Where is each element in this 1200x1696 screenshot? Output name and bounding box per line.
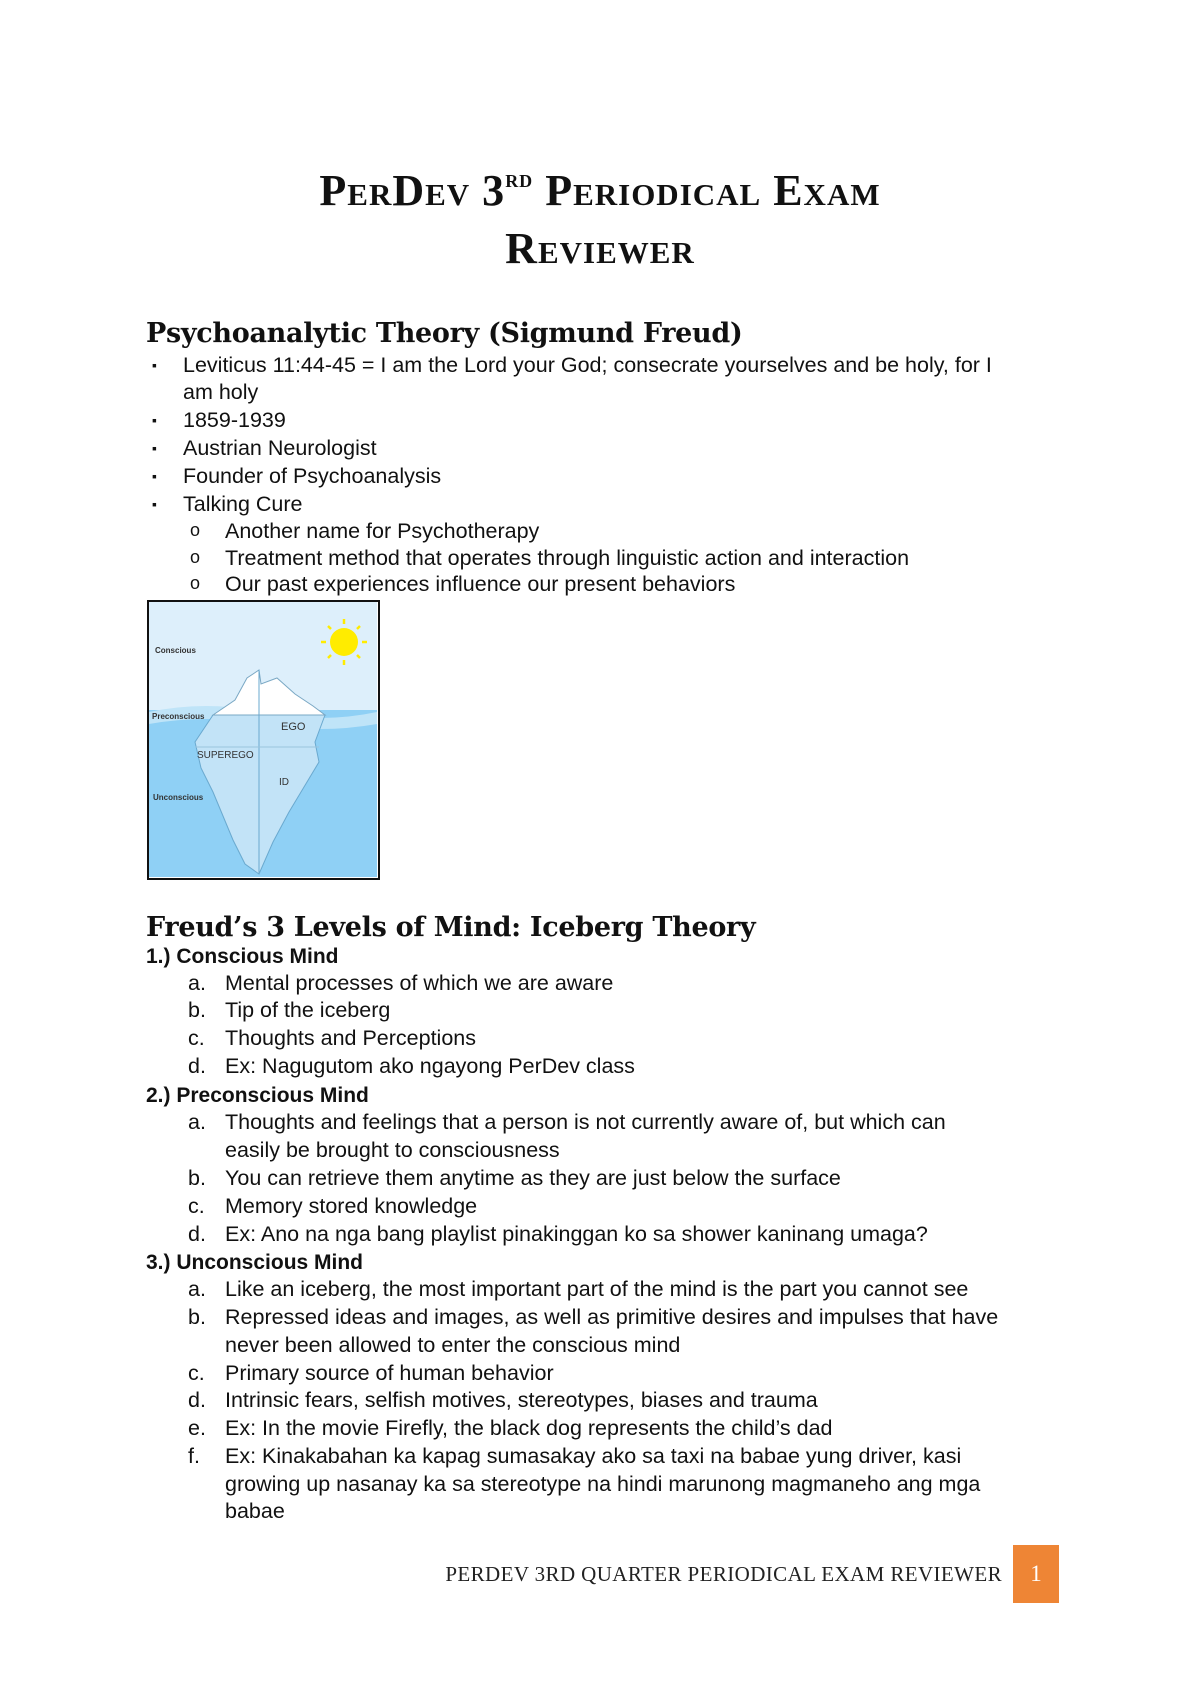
- label-id: ID: [279, 777, 289, 788]
- list-item: Thoughts and feelings that a person is not currently aware of, but which can: [225, 1110, 946, 1134]
- list-item: Memory stored knowledge: [225, 1194, 478, 1218]
- iceberg-diagram: [147, 600, 380, 880]
- list-item: Ex: Ano na nga bang playlist pinakinggan ko sa shower kaninang umaga?: [225, 1222, 928, 1246]
- title-line-1: PerDev 3rd Periodical Exam: [319, 164, 881, 215]
- list-item-continuation: am holy: [183, 380, 259, 404]
- list-item: Ex: Nagugutom ako ngayong PerDev class: [225, 1054, 635, 1078]
- title-line-2: Reviewer: [505, 224, 695, 273]
- item-label: a.: [188, 971, 206, 995]
- square-bullet-icon: ▪: [152, 440, 157, 456]
- list-item: Leviticus 11:44-45 = I am the Lord your God; consecrate yourselves and be holy, for I: [183, 353, 992, 377]
- item-label: a.: [188, 1110, 206, 1134]
- page-number: 1: [1013, 1545, 1059, 1603]
- section-heading-iceberg-theory: Freud’s 3 Levels of Mind: Iceberg Theory: [146, 912, 756, 943]
- list-item: 1859-1939: [183, 408, 286, 432]
- level-title-unconscious: 3.) Unconscious Mind: [146, 1251, 364, 1274]
- list-item-continuation: easily be brought to consciousness: [225, 1138, 560, 1162]
- list-item: Thoughts and Perceptions: [225, 1026, 476, 1050]
- list-item: Tip of the iceberg: [225, 998, 391, 1022]
- item-label: d.: [188, 1222, 206, 1246]
- label-conscious: Conscious: [155, 646, 196, 655]
- list-item: Austrian Neurologist: [183, 436, 377, 460]
- sub-list-item: Our past experiences influence our present behaviors: [225, 572, 736, 596]
- level-title-conscious: 1.) Conscious Mind: [146, 945, 339, 968]
- item-label: a.: [188, 1277, 206, 1301]
- list-item: Primary source of human behavior: [225, 1361, 554, 1385]
- item-label: b.: [188, 998, 206, 1022]
- square-bullet-icon: ▪: [152, 412, 157, 428]
- section-heading-psychoanalytic: Psychoanalytic Theory (Sigmund Freud): [146, 318, 743, 349]
- circle-bullet-icon: o: [190, 573, 201, 593]
- circle-bullet-icon: o: [190, 547, 201, 567]
- list-item: Mental processes of which we are aware: [225, 971, 614, 995]
- list-item: You can retrieve them anytime as they are just below the surface: [225, 1166, 841, 1190]
- square-bullet-icon: ▪: [152, 468, 157, 484]
- list-item: Intrinsic fears, selfish motives, stereotypes, biases and trauma: [225, 1388, 818, 1412]
- list-item: Ex: In the movie Firefly, the black dog represents the child’s dad: [225, 1416, 833, 1440]
- document-title: [0, 150, 1200, 278]
- item-label: b.: [188, 1166, 206, 1190]
- label-unconscious: Unconscious: [153, 793, 204, 802]
- level-title-preconscious: 2.) Preconscious Mind: [146, 1084, 369, 1107]
- item-label: e.: [188, 1416, 206, 1440]
- list-item: Like an iceberg, the most important part of the mind is the part you cannot see: [225, 1277, 969, 1301]
- sub-list-item: Treatment method that operates through linguistic action and interaction: [225, 546, 910, 570]
- item-label: b.: [188, 1305, 206, 1329]
- iceberg-svg: [149, 602, 377, 877]
- list-item: Founder of Psychoanalysis: [183, 464, 442, 488]
- item-label: c.: [188, 1026, 205, 1050]
- list-item-continuation: growing up nasanay ka sa stereotype na hindi marunong magmaneho ang mga: [225, 1472, 981, 1496]
- sub-list-item: Another name for Psychotherapy: [225, 519, 540, 543]
- label-superego: SUPEREGO: [197, 750, 254, 761]
- circle-bullet-icon: o: [190, 520, 201, 540]
- list-item: Ex: Kinakabahan ka kapag sumasakay ako sa taxi na babae yung driver, kasi: [225, 1444, 962, 1468]
- label-preconscious: Preconscious: [152, 712, 205, 721]
- list-item: Repressed ideas and images, as well as primitive desires and impulses that have: [225, 1305, 999, 1329]
- square-bullet-icon: ▪: [152, 496, 157, 512]
- item-label: c.: [188, 1194, 205, 1218]
- item-label: f.: [188, 1444, 200, 1468]
- item-label: d.: [188, 1388, 206, 1412]
- square-bullet-icon: ▪: [152, 357, 157, 373]
- label-ego: EGO: [281, 721, 306, 733]
- item-label: c.: [188, 1361, 205, 1385]
- footer-title: PERDEV 3RD QUARTER PERIODICAL EXAM REVIEWER: [445, 1562, 1002, 1586]
- list-item-continuation: never been allowed to enter the conscious mind: [225, 1333, 681, 1357]
- item-label: d.: [188, 1054, 206, 1078]
- list-item: Talking Cure: [183, 492, 303, 516]
- list-item-continuation: babae: [225, 1499, 285, 1523]
